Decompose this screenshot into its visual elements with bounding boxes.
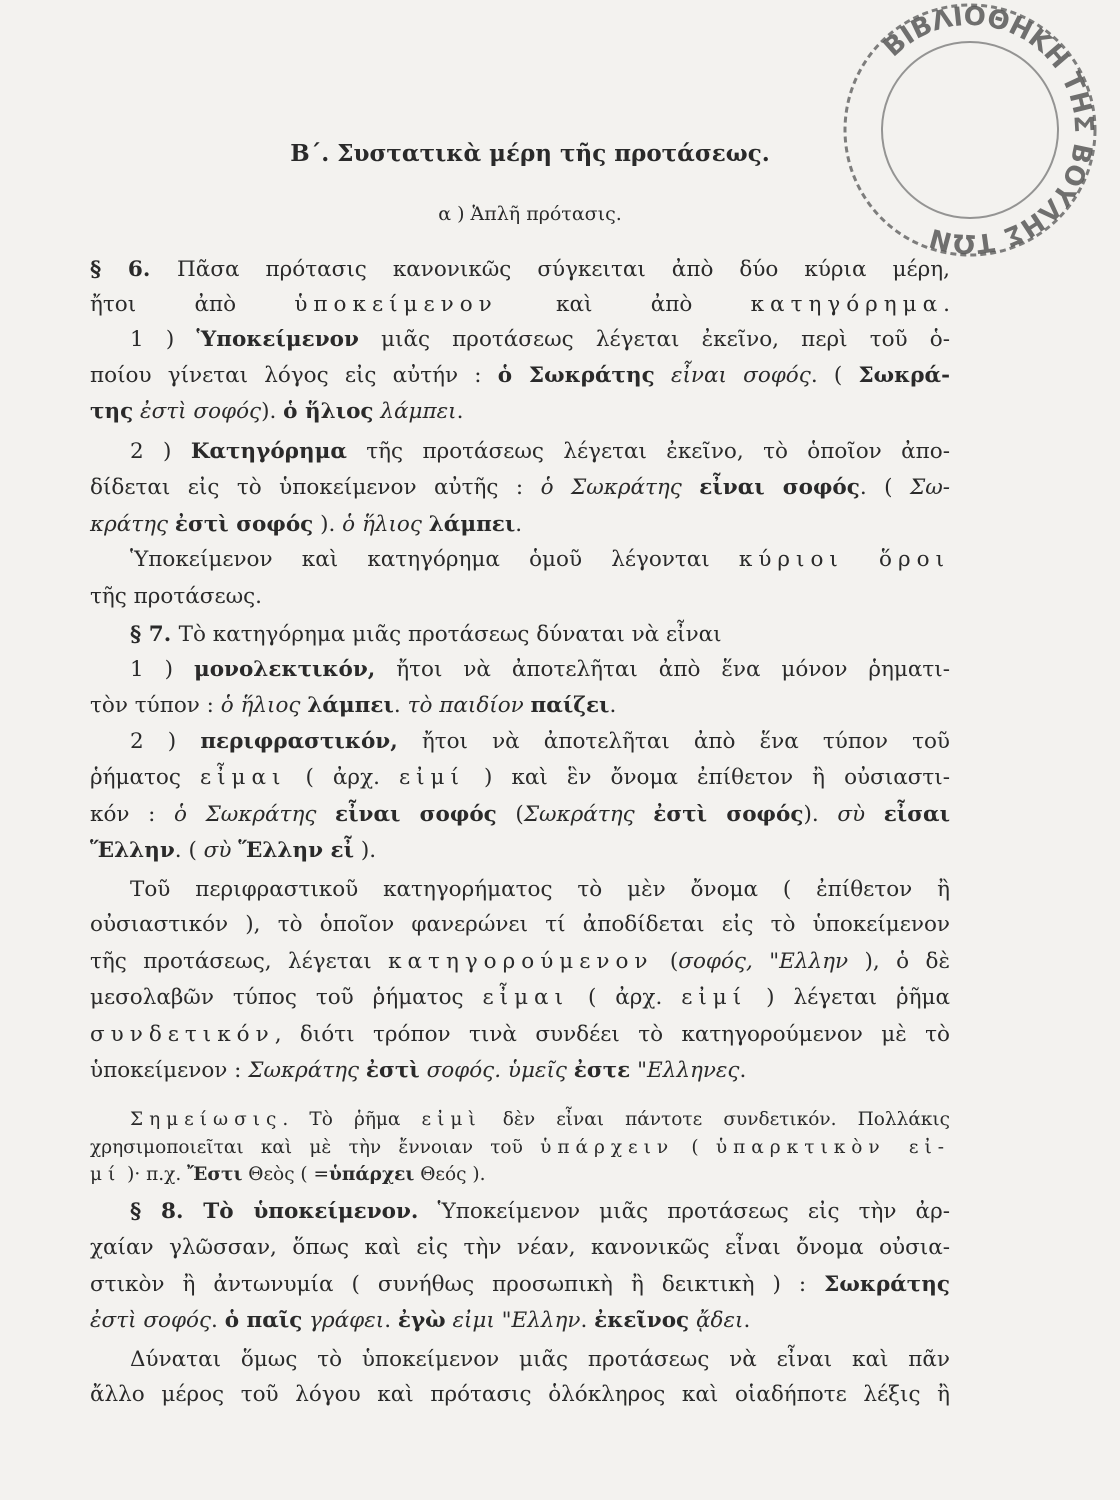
text-line: κόν : ὁ Σωκράτης εἶναι σοφός (Σωκράτης ἐστὶ σοφός). σὺ εἶσαι [90, 802, 951, 827]
text-line: Δύναται ὅμως τὸ ὑποκείμενον μιᾶς προτάσεως νὰ εἶναι καὶ πᾶν [130, 1347, 950, 1372]
text-line: Τοῦ περιφραστικοῦ κατηγορήματος τὸ μὲν ὄνομα ( ἐπίθετον ἢ [130, 877, 950, 902]
text-line: ἤτοι ἀπὸ ὑποκείμενον καὶ ἀπὸ κατηγόρημα. [90, 292, 950, 317]
text-line: τῆς προτάσεως, λέγεται κατηγορούμενον (σοφός, "Ελλην ), ὁ δὲ [90, 949, 950, 974]
text-line: ὑποκείμενον : Σωκράτης ἐστὶ σοφός. ὑμεῖς ἐστε "Ελληνες. [90, 1058, 747, 1083]
text-line: 2 ) περιφραστικόν, ἤτοι νὰ ἀποτελῆται ἀπὸ ἕνα τύπον τοῦ [130, 729, 950, 754]
text-line: § 6. Πᾶσα πρότασις κανονικῶς σύγκειται ἀπὸ δύο κύρια μέρη, [90, 257, 950, 282]
text-line: δίδεται εἰς τὸ ὑποκείμενον αὐτῆς : ὁ Σωκράτης εἶναι σοφός. ( Σω- [90, 475, 951, 500]
text-line: ἄλλο μέρος τοῦ λόγου καὶ πρότασις ὁλόκληρος καὶ οἱαδήποτε λέξις ἢ [90, 1382, 950, 1407]
text-line: χαίαν γλῶσσαν, ὅπως καὶ εἰς τὴν νέαν, κανονικῶς εἶναι ὄνομα οὐσια- [90, 1235, 950, 1260]
text-line: Ἕλλην. ( σὺ Ἕλλην εἶ ). [90, 838, 377, 863]
text-line: § 8. Τὸ ὑποκείμενον. Ὑποκείμενον μιᾶς προτάσεως εἰς τὴν ἀρ- [130, 1199, 950, 1224]
text-line: 2 ) Κατηγόρημα τῆς προτάσεως λέγεται ἐκεῖνο, τὸ ὁποῖον ἀπο- [130, 439, 950, 464]
text-line: § 7. Τὸ κατηγόρημα μιᾶς προτάσεως δύναται νὰ εἶναι [130, 622, 722, 647]
text-line: τὸν τύπον : ὁ ἥλιος λάμπει. τὸ παιδίον παίζει. [90, 693, 617, 718]
text-line: ἐστὶ σοφός. ὁ παῖς γράφει. ἐγὼ εἰμι "Ελλην. ἐκεῖνος ᾄδει. [90, 1308, 751, 1333]
text-line: 1 ) μονολεκτικόν, ἤτοι νὰ ἀποτελῆται ἀπὸ ἕνα μόνον ῥηματι- [130, 657, 950, 682]
text-line: ῥήματος εἶμαι ( ἀρχ. εἰμί ) καὶ ἓν ὄνομα ἐπίθετον ἢ οὐσιαστι- [90, 765, 950, 790]
note-line: μί )· π.χ. Ἔστι Θεὸς ( =ὑπάρχει Θεός ). [90, 1164, 486, 1185]
subsection-title: α ) Ἁπλῆ πρότασις. [438, 203, 622, 225]
text-line: Ὑποκείμενον καὶ κατηγόρημα ὁμοῦ λέγονται κύριοι ὅροι [130, 547, 950, 572]
page [90, 0, 970, 1500]
text-line: στικὸν ἢ ἀντωνυμία ( συνήθως προσωπικὴ ἢ δεικτικὴ ) : Σωκράτης [90, 1272, 950, 1297]
text-line: τῆς προτάσεως. [90, 584, 262, 609]
text-line: οὐσιαστικόν ), τὸ ὁποῖον φανερώνει τί ἀποδίδεται εἰς τὸ ὑποκείμενον [90, 912, 950, 937]
text-line: κράτης ἐστὶ σοφός ). ὁ ἥλιος λάμπει. [90, 512, 523, 537]
text-line: ποίου γίνεται λόγος εἰς αὐτήν : ὁ Σωκράτης εἶναι σοφός. ( Σωκρά- [90, 363, 950, 388]
svg-text:ΒΙΒΛΙΟΘΗΚΗ ΤΗΣ ΒΟΥΛΗΣ ΤΩΝ: ΒΙΒΛΙΟΘΗΚΗ ΤΗΣ ΒΟΥΛΗΣ ΤΩΝ [877, 1, 1099, 259]
text-line: συνδετικόν, διότι τρόπον τινὰ συνδέει τὸ κατηγορούμενον μὲ τὸ [90, 1022, 950, 1047]
note-line: Σημείωσις. Τὸ ῥῆμα εἰμὶ δὲν εἶναι πάντοτε συνδετικόν. Πολλάκις [130, 1109, 950, 1130]
section-title: Β΄. Συστατικὰ μέρη τῆς προτάσεως. [290, 140, 770, 167]
text-line: της ἐστὶ σοφός). ὁ ἥλιος λάμπει. [90, 399, 464, 424]
note-line: χρησιμοποιεῖται καὶ μὲ τὴν ἔννοιαν τοῦ ὑπάρχειν ( ὑπαρκτικὸν εἰ- [90, 1137, 950, 1158]
text-line: μεσολαβῶν τύπος τοῦ ῥήματος εἶμαι ( ἀρχ. εἰμί ) λέγεται ῥῆμα [90, 985, 950, 1010]
text-line: 1 ) Ὑποκείμενον μιᾶς προτάσεως λέγεται ἐκεῖνο, περὶ τοῦ ὁ- [130, 327, 950, 352]
